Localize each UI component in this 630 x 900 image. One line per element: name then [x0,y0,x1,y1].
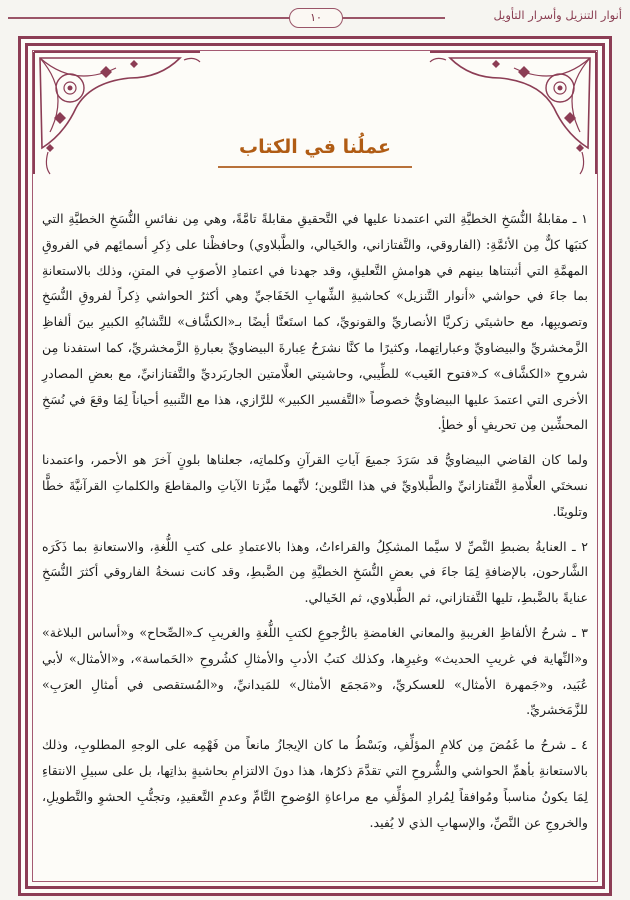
paragraph-item-1: ١ ـ مقابلةُ النُّسَخِ الخطيَّةِ التي اعتمدنا عليها في التَّحقيقِ مقابلةً تامَّةً، وهي مِن نفائسِ النُّسَخِ الخطيَّةِ التي كتبَها كلٌّ مِن الأئمَّةِ: (الفاروقي، والتَّفتازاني، والخَيالي، والطَّبلاوي) وحافظْنا على ذِكرِ أسمائِهم في الفروقِ المهمَّةِ التي أثبتناها بينهم في هوامشِ التَّعليقِ، وقد جهدنا في اعتمادِ الأصوَبِ في المتنِ، وذلك بالاستعانةِ بما جاءَ في حواشي «أنوار التَّنزيل» كحاشيةِ الشِّهابِ الخَفَاجيِّ وهي أكثرُ الحواشي ذِكراً لفروقِ النُّسَخِ وتصويبِها، مع حاشيتَي زكريَّا الأنصاريِّ والقونويِّ، كما استَعنَّا أيضًا بـ«الكشَّاف» للتَّشابُهِ الكبيرِ بينَ ألفاظِ الزَّمخشريِّ والبيضاويِّ وعباراتِهما، وكثيرًا ما كنَّا نشرَحُ عِبارةَ البيضاويِّ بعبارةِ الزَّمخشريِّ، كما استفدنا مِن شروحِ «الكشَّاف» كـ«فتوح الغَيب» للطِّيبي، وحاشيتي العلَّامتين الجاربَرديِّ والتَّفتازانيِّ، مع بعضِ المصادرِ الأخرى التي اعتمدَ عليها البيضاويُّ خصوصاً «التَّفسير الكبير» للرَّازي، هذا مع التَّنبيهِ أحياناً لِمَا وقعَ في نُسَخِ المحشِّين مِن تحريفٍ أو خطأٍ. [42,211,588,433]
paragraph-item-2: ٢ ـ العنايةُ بضبطِ النَّصِّ لا سيَّما المشكِلُ والقراءاتُ، وهذا بالاعتمادِ على كتبِ اللُّغةِ، والاستعانةِ بما ذَكَرَه الشَّارحون، بالإضافةِ لِمَا جاءَ في بعضِ النُّسَخِ الخطيَّةِ مِن الضَّبطِ، وقد كانت نسخةُ الفاروقي أكثرَ النُّسَخِ عنايةً بالضَّبطِ، تليها التَّفتازاني، ثم الطَّبلاوي، ثم الخَيالي. [42,538,588,606]
body-text [42,206,588,837]
section-title: عملُنا في الكتاب [239,136,391,158]
corner-ornament-left [30,48,206,180]
running-header [0,4,630,30]
header-rule [8,17,445,19]
paragraph-item-4: ٤ ـ شرحُ ما غَمُضَ مِن كلامِ المؤلِّفِ، وبَسْطُ ما كان الإيجازُ مانعاً من فَهْمِه على الوجهِ المطلوبِ، وذلك بالاستعانةِ بأهمِّ الحواشي والشُّروحِ التي تقدَّمَ ذكرُها، هذا دونَ الالتزامِ بحاشيةٍ بذاتِها، بل على سبيلِ الانتقاءِ لِمَا يكونُ مناسباً ومُوافقاً لِمُرادِ المؤلِّفِ مع مراعاةِ الوُضوحِ التَّامِّ وعدمِ التَّعقيدِ، وتجنُّبِ الحشوِ والتَّطويلِ، والخروجِ عن النَّصِّ، والإسهابِ الذي لا يُفيد. [42,737,588,830]
paragraph-item-3: ٣ ـ شرحُ الألفاظِ الغريبةِ والمعاني الغامضةِ بالرُّجوعِ لكتبِ اللُّغةِ والغريبِ كـ«الصِّحاح» و«أساس البلاغة» و«النِّهاية في غريبِ الحديث» وغيرِها، وكذلك كتبُ الأدبِ والأمثالِ كشُروحِ «الحَماسة»، و«الأمثال» لأبي عُبَيد، و«جَمهرة الأمثال» للعسكريِّ، و«مَجمَع الأمثال» للمَيدانيِّ، و«المُستقصى في أمثالِ العرَبِ» للزَّمَخشريِّ. [42,624,588,718]
corner-ornament-right [424,48,600,180]
page-number: ١٠ [289,8,343,28]
running-title: أنوار التنزيل وأسرار التأويل [493,8,622,22]
title-underline [218,166,412,168]
paragraph-coloring-note: ولما كان القاضي البيضاويُّ قد سَرَدَ جميعَ آياتِ القرآنِ وكلماتِه، جعلناها بلونٍ آخرَ هو الأحمر، واعتمدنا نسختَي العلَّامةِ التَّفتازانيِّ والطَّبلاويِّ في هذا التَّلوين؛ لأنَّهما ميَّزتا الآياتِ والمقاطعَ والكلماتِ القرآنيَّةَ خطًّا وتلوينًا. [42,452,588,519]
